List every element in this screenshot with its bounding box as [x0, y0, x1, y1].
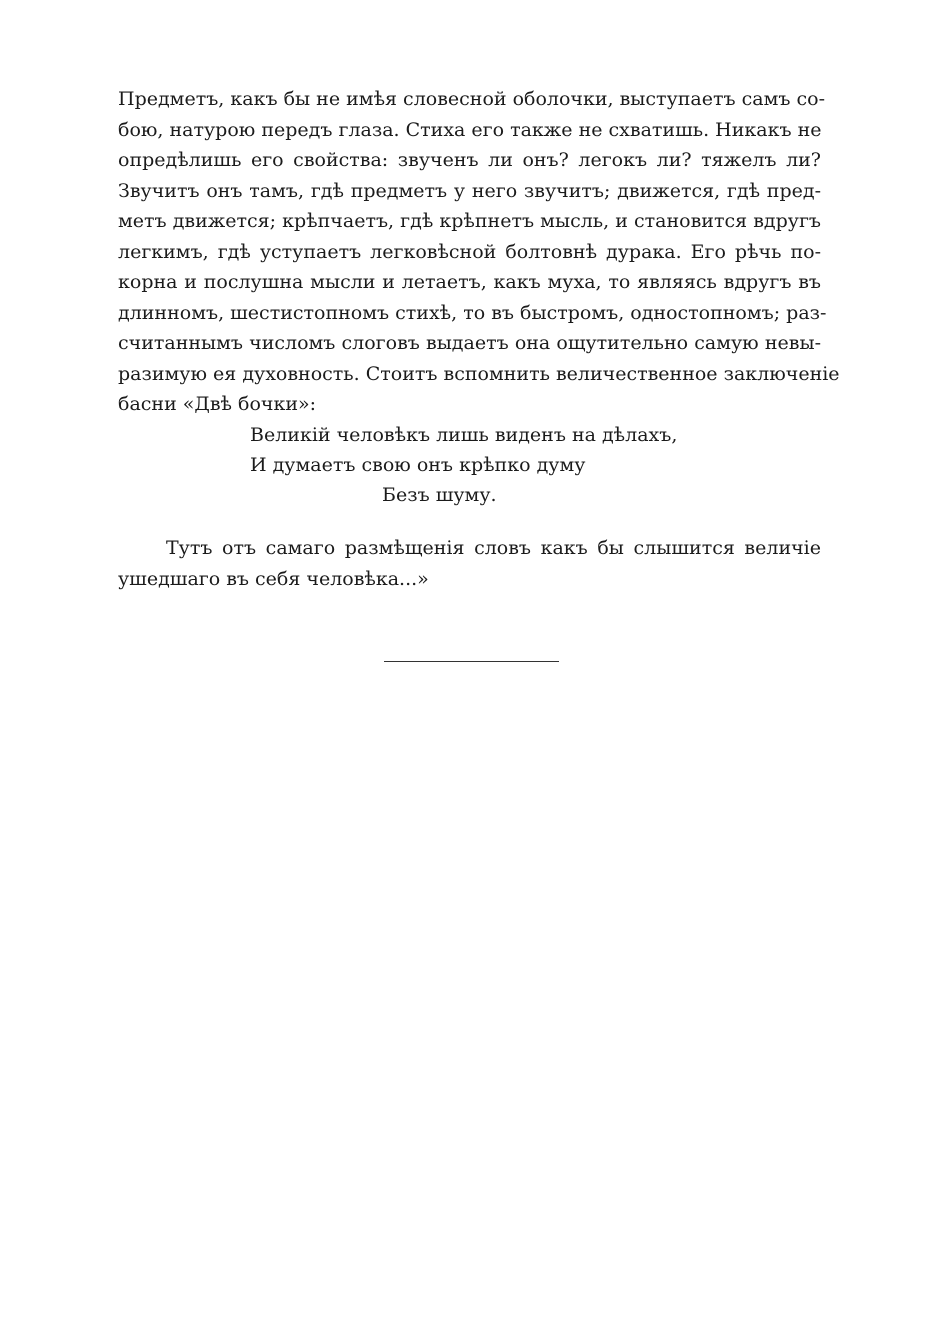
poem-line: И думаетъ свою онъ крѣпко думу — [250, 454, 586, 476]
paragraph-line: бою, натурою передъ глаза. Стиха его также не схватишь. Никакъ не — [118, 118, 822, 141]
paragraph-line: разимую ея духовность. Стоитъ вспомнить величественное заключеніе — [118, 362, 840, 385]
paragraph-line: Звучитъ онъ тамъ, гдѣ предметъ у него звучитъ; движется, гдѣ пред- — [118, 179, 821, 202]
paragraph-line: опредѣлишь его свойства: звученъ ли онъ? легокъ ли? тяжелъ ли? — [118, 149, 821, 171]
main-paragraph — [118, 84, 840, 420]
poem-line: Великій человѣкъ лишь виденъ на дѣлахъ, — [250, 424, 678, 446]
closing-paragraph — [118, 533, 821, 594]
paragraph-line: корна и послушна мысли и летаетъ, какъ муха, то являясь вдругъ въ — [118, 271, 821, 293]
paragraph-line: Предметъ, какъ бы не имѣя словесной оболочки, выступаетъ самъ со- — [118, 88, 825, 110]
paragraph-line: Тутъ отъ самаго размѣщенія словъ какъ бы слышится величіе — [166, 537, 821, 559]
paragraph-line: ушедшаго въ себя человѣка...» — [118, 567, 429, 590]
paragraph-line: считаннымъ числомъ слоговъ выдаетъ она ощутительно самую невы- — [118, 332, 821, 354]
paragraph-line: длинномъ, шестистопномъ стихѣ, то въ быстромъ, одностопномъ; раз- — [118, 301, 827, 324]
paragraph-line: басни «Двѣ бочки»: — [118, 393, 317, 415]
paragraph-line: легкимъ, гдѣ уступаетъ легковѣсной болтовнѣ дурака. Его рѣчь по- — [118, 240, 821, 263]
poem-line: Безъ шуму. — [382, 484, 497, 506]
section-divider — [384, 661, 559, 662]
paragraph-line: метъ движется; крѣпчаетъ, гдѣ крѣпнетъ мысль, и становится вдругъ — [118, 210, 821, 232]
